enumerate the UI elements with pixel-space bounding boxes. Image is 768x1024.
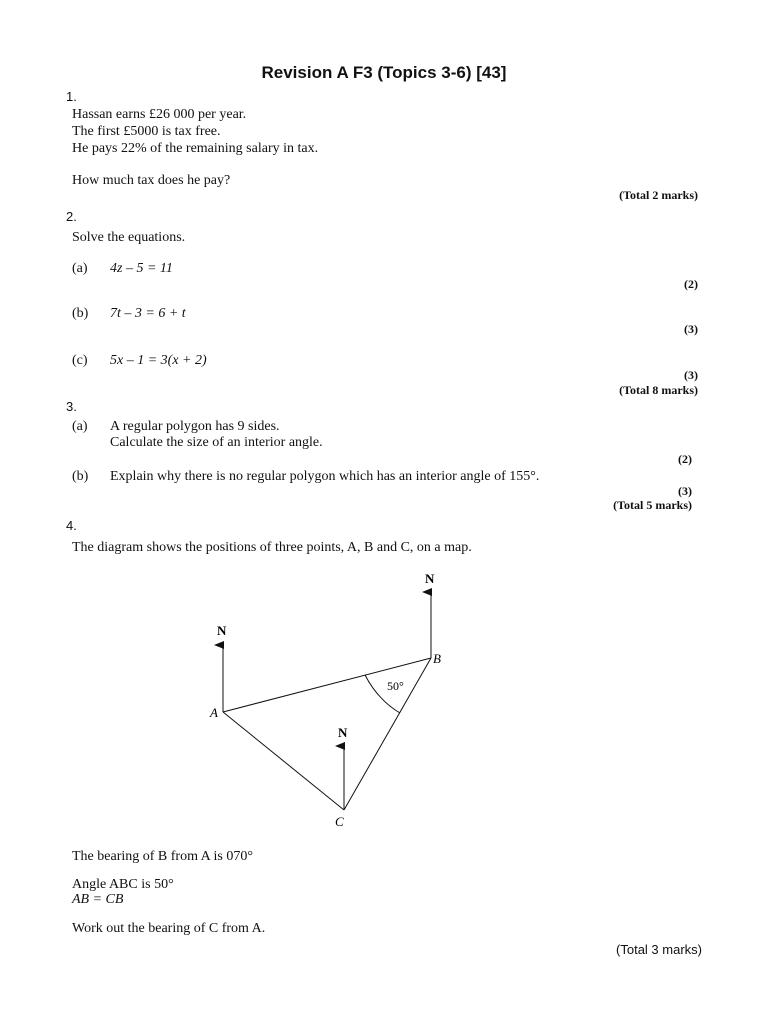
q2c-label: (c) bbox=[72, 353, 88, 368]
q2-total-marks: (Total 8 marks) bbox=[619, 383, 698, 397]
q4-question: Work out the bearing of C from A. bbox=[72, 921, 266, 936]
q2c-equation: 5x – 1 = 3(x + 2) bbox=[110, 353, 207, 368]
q2-intro: Solve the equations. bbox=[72, 230, 186, 245]
q4-total-marks: (Total 3 marks) bbox=[616, 942, 702, 957]
q3-total-marks: (Total 5 marks) bbox=[613, 498, 692, 512]
q3a-line-2: Calculate the size of an interior angle. bbox=[110, 435, 323, 450]
q1-question: How much tax does he pay? bbox=[72, 173, 231, 188]
q3a-label: (a) bbox=[72, 419, 88, 434]
q2b-equation: 7t – 3 = 6 + t bbox=[110, 306, 186, 321]
q1-line-1: Hassan earns £26 000 per year. bbox=[72, 107, 247, 122]
q4-line-3: AB = CB bbox=[72, 892, 124, 907]
question-4-number: 4. bbox=[66, 518, 77, 533]
angle-label: 50° bbox=[387, 679, 404, 693]
question-3-number: 3. bbox=[66, 399, 77, 414]
q4-line-2: Angle ABC is 50° bbox=[72, 877, 174, 892]
north-label-b: N bbox=[425, 571, 435, 586]
q2b-marks: (3) bbox=[684, 322, 698, 336]
q1-line-2: The first £5000 is tax free. bbox=[72, 124, 221, 139]
page-title: Revision A F3 (Topics 3-6) [43] bbox=[261, 63, 507, 82]
north-label-a: N bbox=[217, 623, 227, 638]
question-2-number: 2. bbox=[66, 209, 77, 224]
bearing-diagram bbox=[0, 560, 768, 840]
q2c-marks: (3) bbox=[684, 368, 698, 382]
q2b-label: (b) bbox=[72, 306, 89, 321]
q2a-equation: 4z – 5 = 11 bbox=[110, 261, 173, 276]
q1-total-marks: (Total 2 marks) bbox=[619, 188, 698, 202]
q4-line-1: The bearing of B from A is 070° bbox=[72, 849, 253, 864]
point-b-label: B bbox=[433, 651, 441, 666]
q2a-label: (a) bbox=[72, 261, 88, 276]
q3b-label: (b) bbox=[72, 469, 89, 484]
question-1-number: 1. bbox=[66, 89, 77, 104]
point-a-label: A bbox=[210, 705, 218, 720]
q1-line-3: He pays 22% of the remaining salary in tax. bbox=[72, 141, 319, 156]
line-ac bbox=[223, 712, 344, 810]
point-c-label: C bbox=[335, 814, 344, 829]
q2a-marks: (2) bbox=[684, 277, 698, 291]
q3a-line-1: A regular polygon has 9 sides. bbox=[110, 419, 280, 434]
q3b-text: Explain why there is no regular polygon which has an interior angle of 155°. bbox=[110, 469, 540, 484]
north-label-c: N bbox=[338, 725, 348, 740]
q3b-marks: (3) bbox=[678, 484, 692, 498]
q4-intro: The diagram shows the positions of three points, A, B and C, on a map. bbox=[72, 540, 472, 555]
q3a-marks: (2) bbox=[678, 452, 692, 466]
